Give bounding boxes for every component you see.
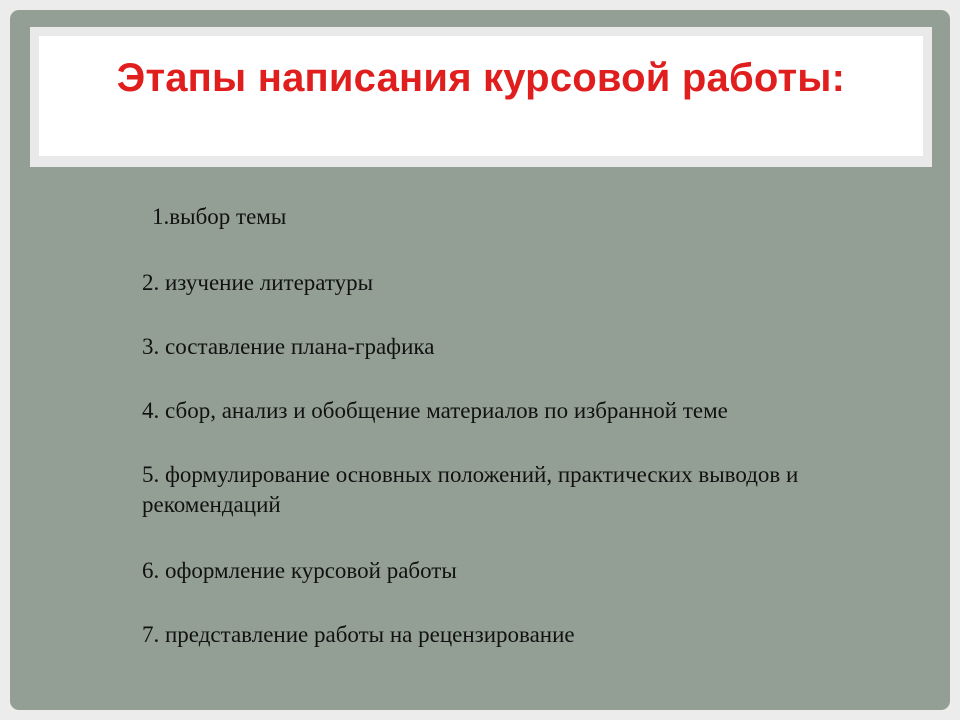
list-item-1: 1.выбор темы [152, 204, 287, 229]
list-item-2: 2. изучение литературы [142, 270, 374, 295]
title-box [39, 36, 923, 156]
slide [10, 10, 950, 710]
list-item-6: 6. оформление курсовой работы [142, 558, 457, 583]
list-item-5: 5. формулирование основных положений, практических выводов и рекомендаций [142, 462, 799, 517]
list-item-7: 7. представление работы на рецензирование [142, 622, 575, 647]
slide-title: Этапы написания курсовой работы: [116, 56, 846, 100]
title-frame [30, 27, 932, 167]
list-item-4: 4. сбор, анализ и обобщение материалов по избранной теме [142, 398, 728, 423]
list-item-3: 3. составление плана-графика [142, 334, 435, 359]
